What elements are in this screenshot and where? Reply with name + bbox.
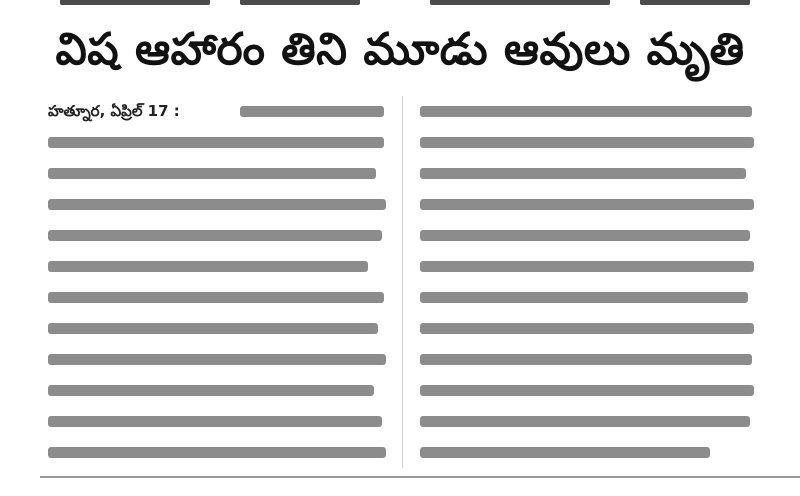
column-line [420,220,754,251]
column-line [48,313,386,344]
column-line [420,375,754,406]
column-line [420,282,754,313]
column-line [48,158,386,189]
article-dateline: హత్నూర, ఏప్రిల్ 17 : [48,102,180,120]
column-line [48,189,386,220]
previous-article-cutoff [0,0,800,12]
column-line [420,344,754,375]
column-line [48,127,386,158]
article-column-right [420,96,754,468]
column-line [48,251,386,282]
column-line [48,375,386,406]
column-line [420,251,754,282]
column-line [420,127,754,158]
column-line [420,437,754,468]
column-line [420,406,754,437]
column-divider [402,96,403,468]
column-line [420,96,754,127]
column-line [420,313,754,344]
column-line [420,158,754,189]
column-line [48,406,386,437]
column-line [48,96,386,127]
article-column-left [48,96,386,468]
column-line [420,189,754,220]
column-line [48,344,386,375]
column-line [48,437,386,468]
column-line [48,282,386,313]
bottom-rule [40,476,800,478]
column-line [48,220,386,251]
article-headline: విష ఆహారం తిని మూడు ఆవులు మృతి [55,24,745,75]
